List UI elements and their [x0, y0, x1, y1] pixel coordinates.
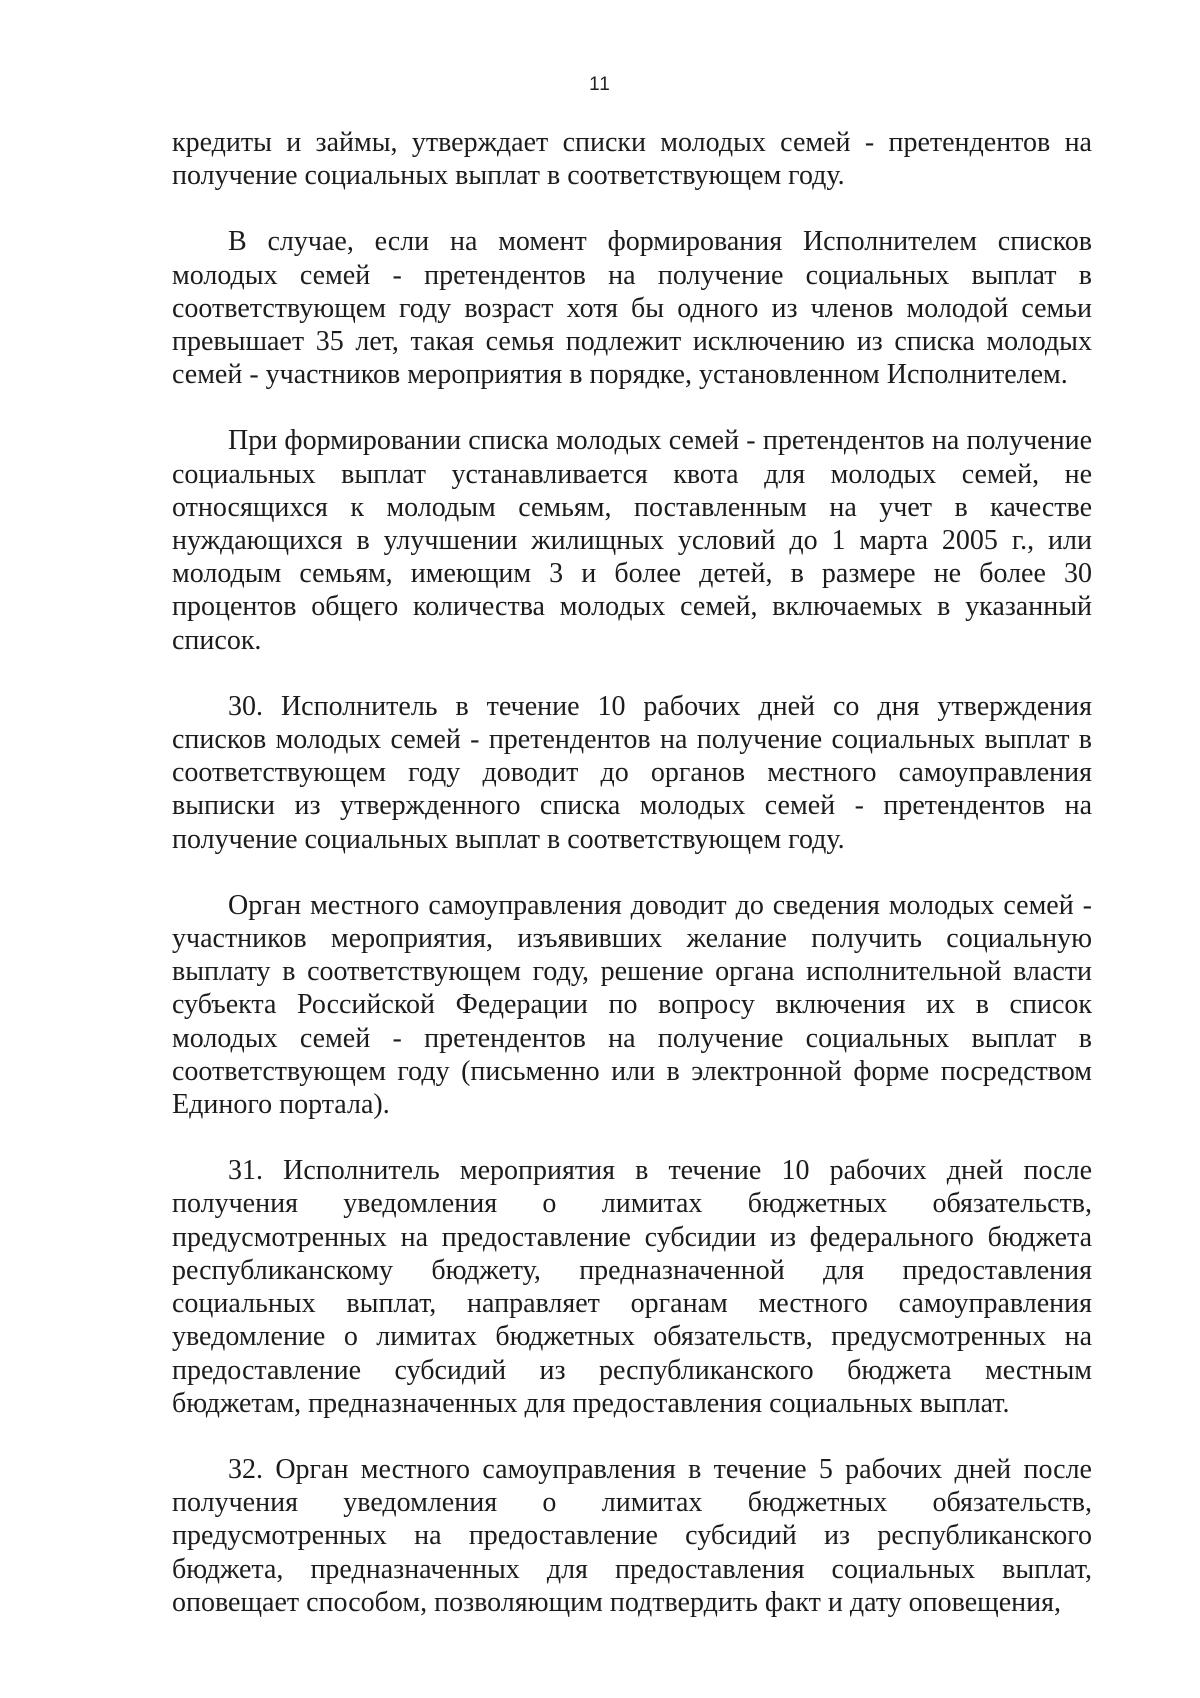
- document-body: [172, 126, 1092, 1619]
- paragraph-quota: При формировании списка молодых семей - претендентов на получение социальных выплат устанавливается квота для молодых семей, не относящихся к молодым семьям, поставленным на учет в качестве нуждающихся в улучшении жилищных условий до 1 марта 2005 г., или молодым семьям, имеющим 3 и более детей, в размере не более 30 процентов общего количества молодых семей, включаемых в указанный список.: [172, 425, 1092, 656]
- paragraph-notification: Орган местного самоуправления доводит до сведения молодых семей - участников мероприятия, изъявивших желание получить социальную выплату в соответствующем году, решение органа исполнительной власти субъекта Российской Федерации по вопросу включения их в список молодых семей - претендентов на получение социальных выплат в соответствующем году (письменно или в электронной форме посредством Единого портала).: [172, 889, 1092, 1121]
- paragraph-item-32: 32. Орган местного самоуправления в течение 5 рабочих дней после получения уведомления о лимитах бюджетных обязательств, предусмотренных на предоставление субсидий из республиканского бюджета, предназначенных для предоставления социальных выплат, оповещает способом, позволяющим подтвердить факт и дату оповещения,: [172, 1453, 1092, 1618]
- paragraph-continuation: кредиты и займы, утверждает списки молодых семей - претендентов на получение социальных выплат в соответствующем году.: [172, 127, 1092, 192]
- paragraph-item-31: 31. Исполнитель мероприятия в течение 10 рабочих дней после получения уведомления о лимитах бюджетных обязательств, предусмотренных на предоставление субсидии из федерального бюджета республиканскому бюджету, предназначенной для предоставления социальных выплат, направляет органам местного самоуправления уведомление о лимитах бюджетных обязательств, предусмотренных на предоставление субсидий из республиканского бюджета местным бюджетам, предназначенных для предоставления социальных выплат.: [172, 1155, 1092, 1419]
- paragraph-age-exclusion: В случае, если на момент формирования Исполнителем списков молодых семей - претендентов на получение социальных выплат в соответствующем году возраст хотя бы одного из членов молодой семьи превышает 35 лет, такая семья подлежит исключению из списка молодых семей - участников мероприятия в порядке, установленном Исполнителем.: [172, 226, 1092, 391]
- paragraph-item-30: 30. Исполнитель в течение 10 рабочих дней со дня утверждения списков молодых семей - претендентов на получение социальных выплат в соответствующем году доводит до органов местного самоуправления выписки из утвержденного списка молодых семей - претендентов на получение социальных выплат в соответствующем году.: [172, 690, 1092, 855]
- page-number: 11: [589, 74, 611, 95]
